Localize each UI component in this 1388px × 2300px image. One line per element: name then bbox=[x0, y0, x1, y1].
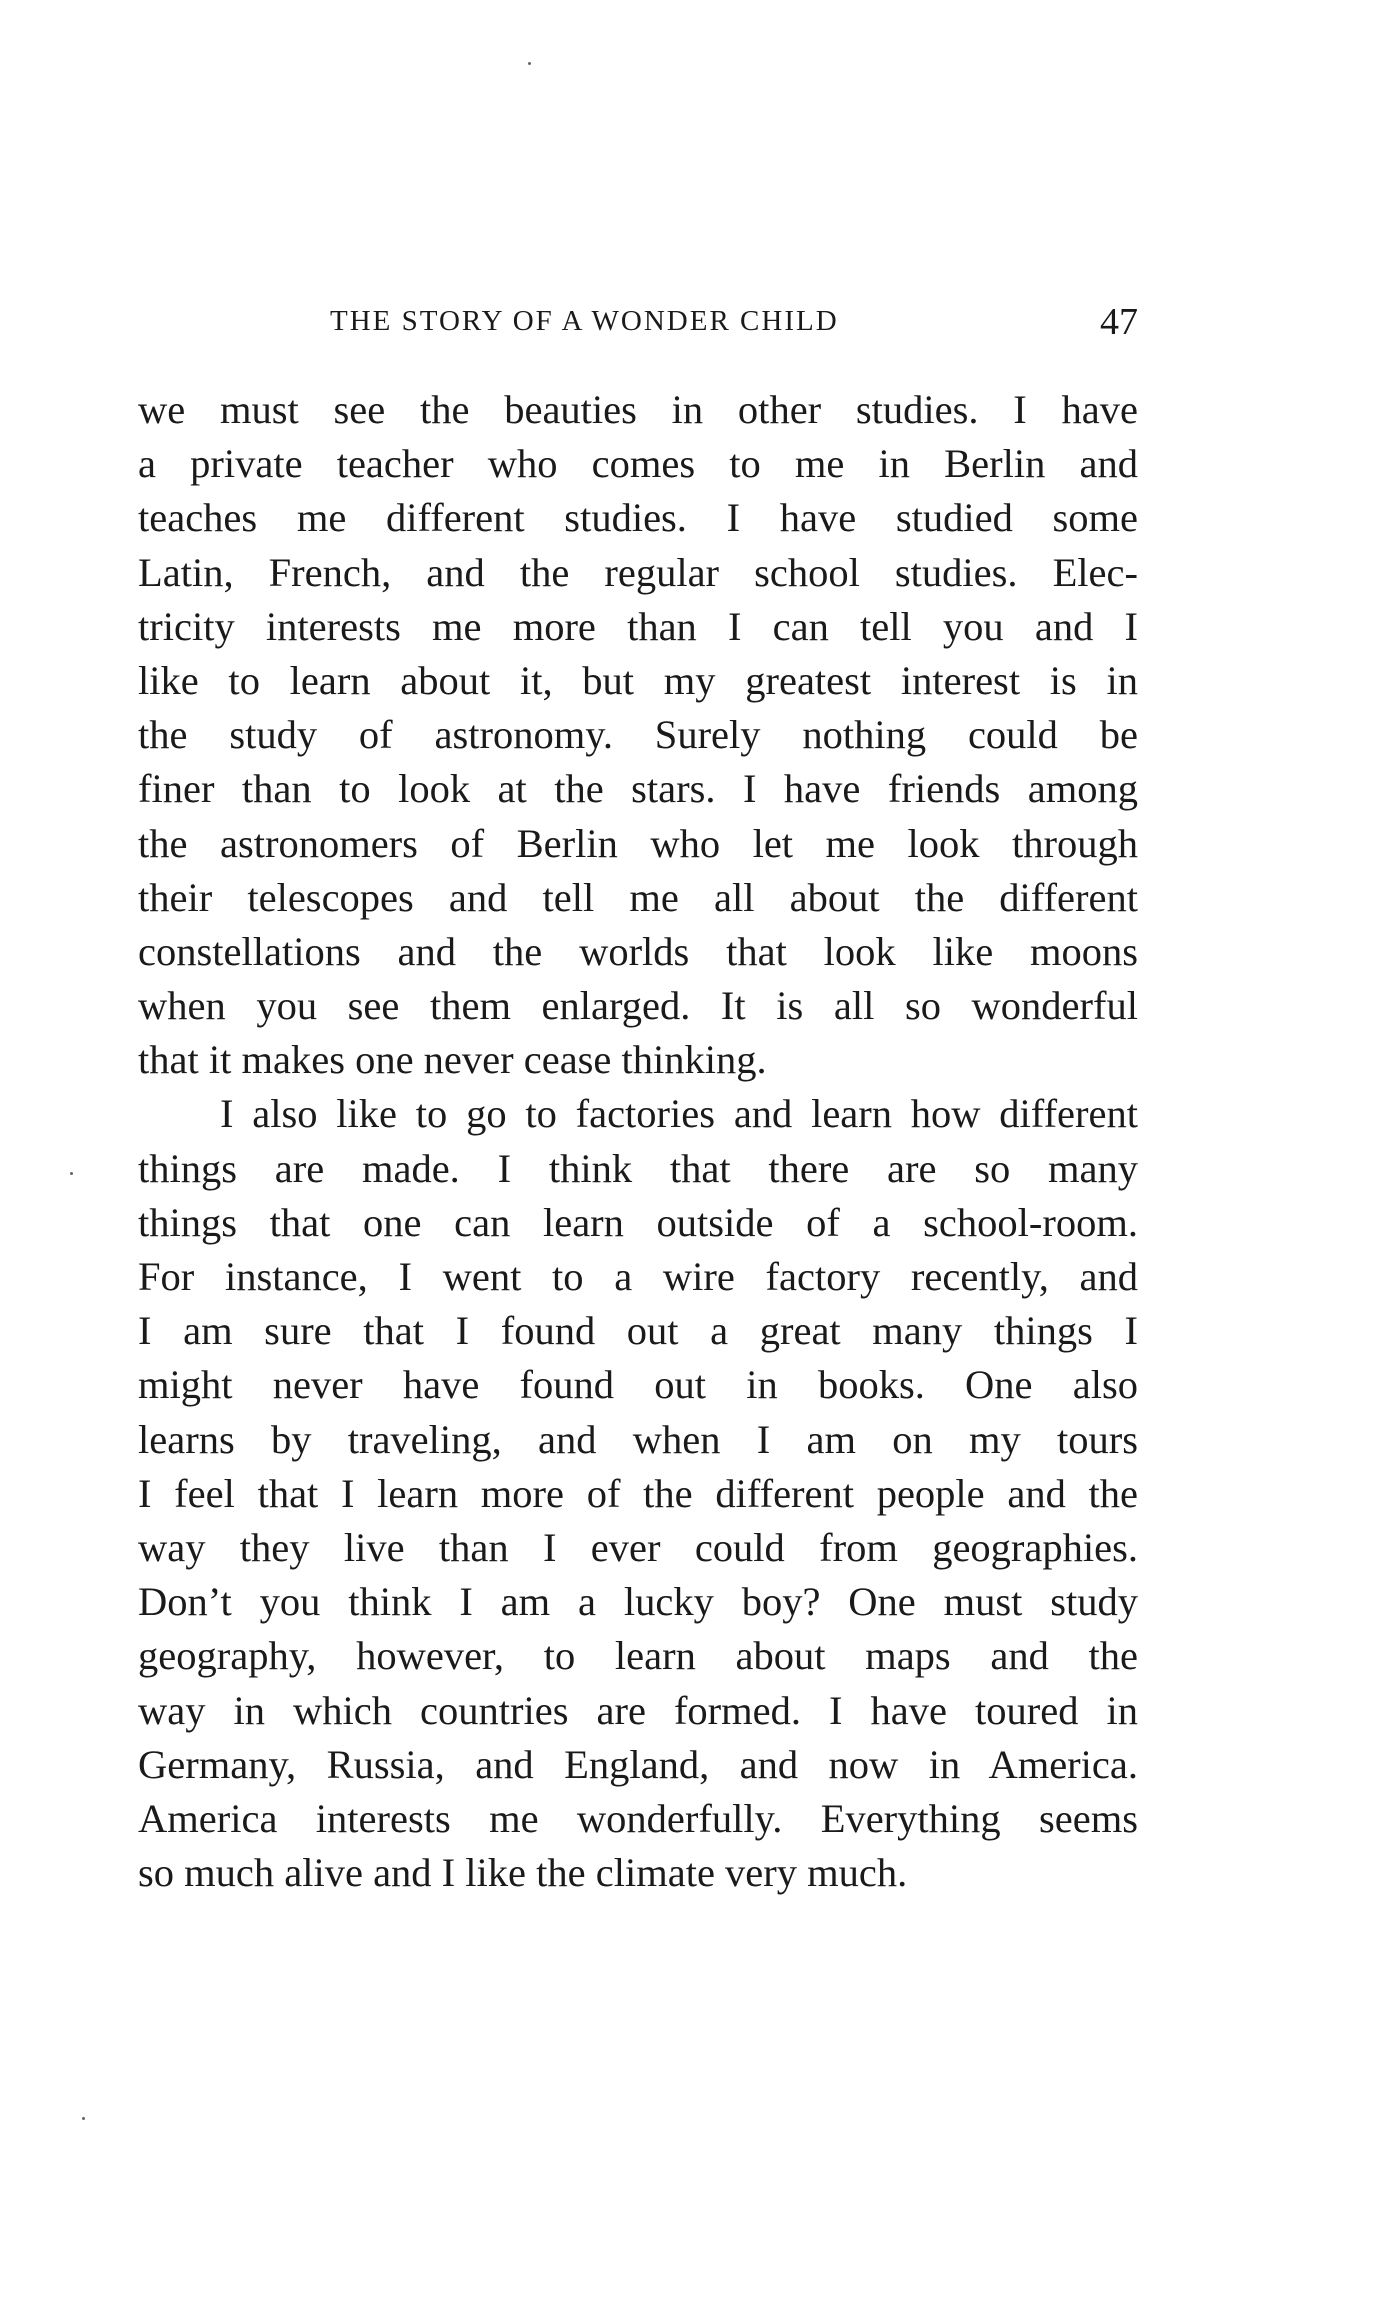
page-number: 47 bbox=[1100, 301, 1138, 343]
text-line: things that one can learn outside of a school-room. bbox=[138, 1199, 1138, 1245]
scan-speck bbox=[70, 1172, 73, 1175]
text-line: way in which countries are formed. I have toured in bbox=[138, 1687, 1138, 1733]
text-line: Germany, Russia, and England, and now in America. bbox=[138, 1741, 1138, 1787]
text-line: Latin, French, and the regular school studies. Elec- bbox=[138, 549, 1138, 595]
scan-speck bbox=[528, 62, 531, 65]
text-line: might never have found out in books. One also bbox=[138, 1362, 1138, 1408]
text-line: that it makes one never cease thinking. bbox=[138, 1037, 767, 1083]
text-line: I feel that I learn more of the different people and the bbox=[138, 1470, 1138, 1516]
text-line: a private teacher who comes to me in Berlin and bbox=[138, 441, 1138, 487]
running-head: THE STORY OF A WONDER CHILD bbox=[330, 305, 839, 337]
text-line: so much alive and I like the climate very much. bbox=[138, 1850, 908, 1896]
text-line: learns by traveling, and when I am on my tours bbox=[138, 1416, 1138, 1462]
paragraph-1 bbox=[138, 383, 1138, 1087]
text-line: tricity interests me more than I can tell you and I bbox=[138, 603, 1138, 649]
text-line: America interests me wonderfully. Everything seems bbox=[138, 1795, 1138, 1841]
text-line: when you see them enlarged. It is all so wonderful bbox=[138, 983, 1138, 1029]
text-line: For instance, I went to a wire factory recently, and bbox=[138, 1254, 1138, 1299]
text-line: like to learn about it, but my greatest interest is in bbox=[138, 657, 1138, 703]
text-line: the astronomers of Berlin who let me look through bbox=[138, 820, 1138, 866]
text-line: the study of astronomy. Surely nothing could be bbox=[138, 712, 1138, 758]
text-line: things are made. I think that there are so many bbox=[138, 1145, 1138, 1191]
text-line: way they live than I ever could from geographies. bbox=[138, 1524, 1138, 1570]
text-line: we must see the beauties in other studies. I have bbox=[138, 387, 1138, 432]
paragraph-2 bbox=[138, 1087, 1138, 1900]
scan-speck bbox=[82, 2117, 85, 2120]
text-line: Don’t you think I am a lucky boy? One must study bbox=[138, 1579, 1138, 1625]
text-line: constellations and the worlds that look like moons bbox=[138, 928, 1138, 974]
body-text bbox=[138, 383, 1138, 1900]
text-line: teaches me different studies. I have studied some bbox=[138, 495, 1138, 541]
text-line: geography, however, to learn about maps and the bbox=[138, 1633, 1138, 1679]
text-line: I am sure that I found out a great many things I bbox=[138, 1308, 1138, 1354]
text-line: finer than to look at the stars. I have friends among bbox=[138, 766, 1138, 812]
text-line: their telescopes and tell me all about the different bbox=[138, 874, 1138, 920]
text-line: I also like to go to factories and learn how different bbox=[220, 1091, 1138, 1137]
